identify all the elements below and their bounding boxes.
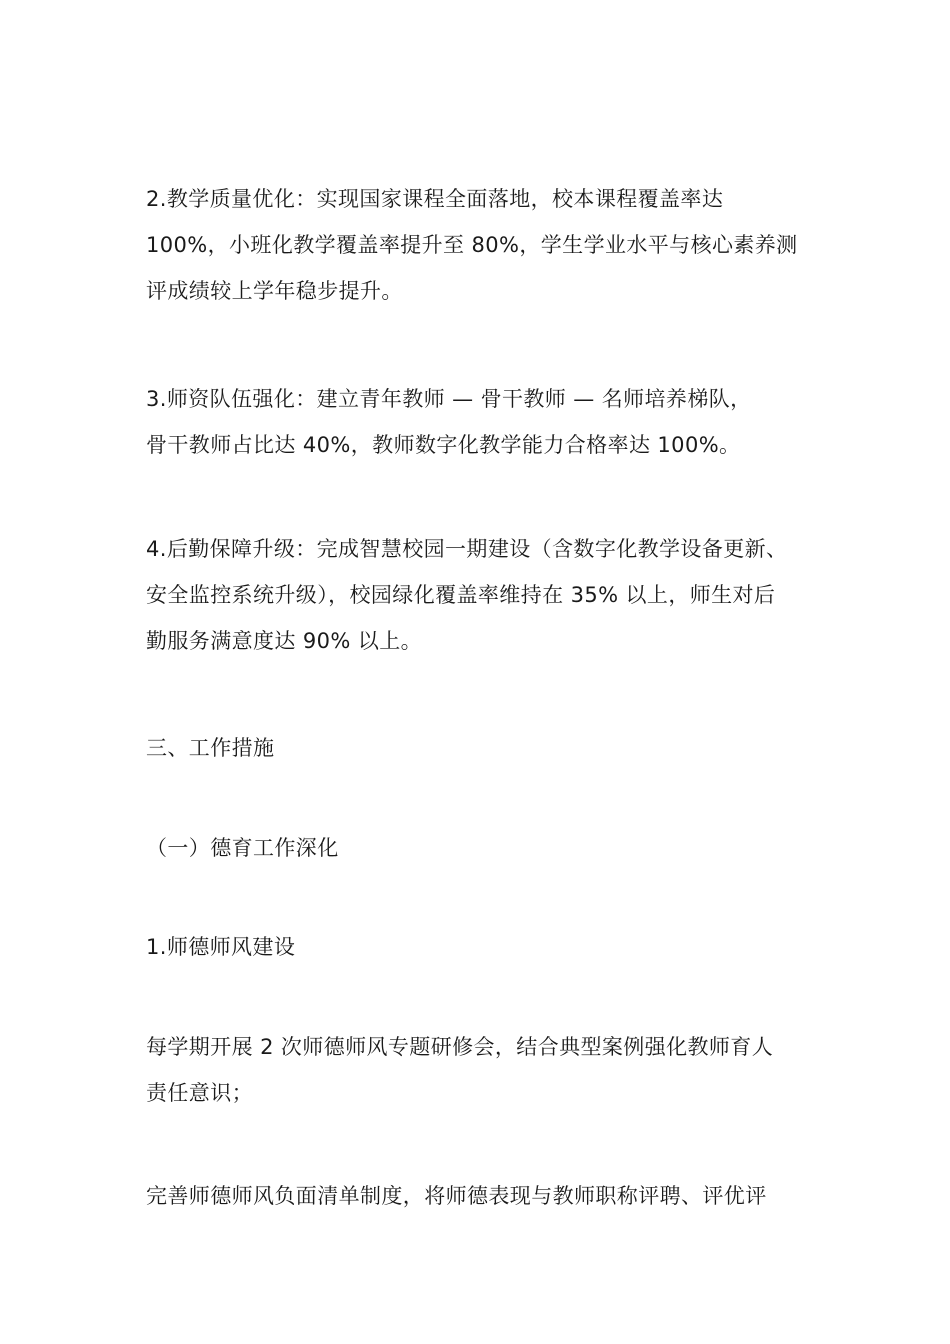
text-line: 3.师资队伍强化：建立青年教师 — 骨干教师 — 名师培养梯队， (146, 387, 752, 411)
paragraph-logistics (146, 526, 826, 664)
text-line: 评成绩较上学年稳步提升。 (146, 279, 403, 303)
item-heading-teacher-ethics (146, 924, 826, 970)
text-line: 完善师德师风负面清单制度，将师德表现与教师职称评聘、评优评 (146, 1184, 767, 1208)
text-line: 4.后勤保障升级：完成智慧校园一期建设（含数字化教学设备更新、 (146, 537, 788, 561)
text-line: 三、工作措施 (146, 736, 275, 760)
paragraph-teaching-quality (146, 176, 826, 314)
paragraph-ethics-seminar (146, 1024, 826, 1116)
paragraph-negative-list (146, 1173, 826, 1219)
text-line: 勤服务满意度达 90% 以上。 (146, 629, 423, 653)
text-line: 骨干教师占比达 40%，教师数字化教学能力合格率达 100%。 (146, 433, 741, 457)
paragraph-teacher-team (146, 376, 826, 468)
text-line: 2.教学质量优化：实现国家课程全面落地，校本课程覆盖率达 (146, 187, 724, 211)
text-line: （一）德育工作深化 (146, 836, 339, 860)
text-line: 每学期开展 2 次师德师风专题研修会，结合典型案例强化教师育人 (146, 1035, 774, 1059)
subsection-heading-moral-education (146, 825, 826, 871)
text-line: 责任意识； (146, 1081, 253, 1105)
section-heading-measures (146, 725, 826, 771)
text-line: 安全监控系统升级），校园绿化覆盖率维持在 35% 以上，师生对后 (146, 583, 776, 607)
text-line: 1.师德师风建设 (146, 935, 296, 959)
text-line: 100%，小班化教学覆盖率提升至 80%，学生学业水平与核心素养测 (146, 233, 798, 257)
